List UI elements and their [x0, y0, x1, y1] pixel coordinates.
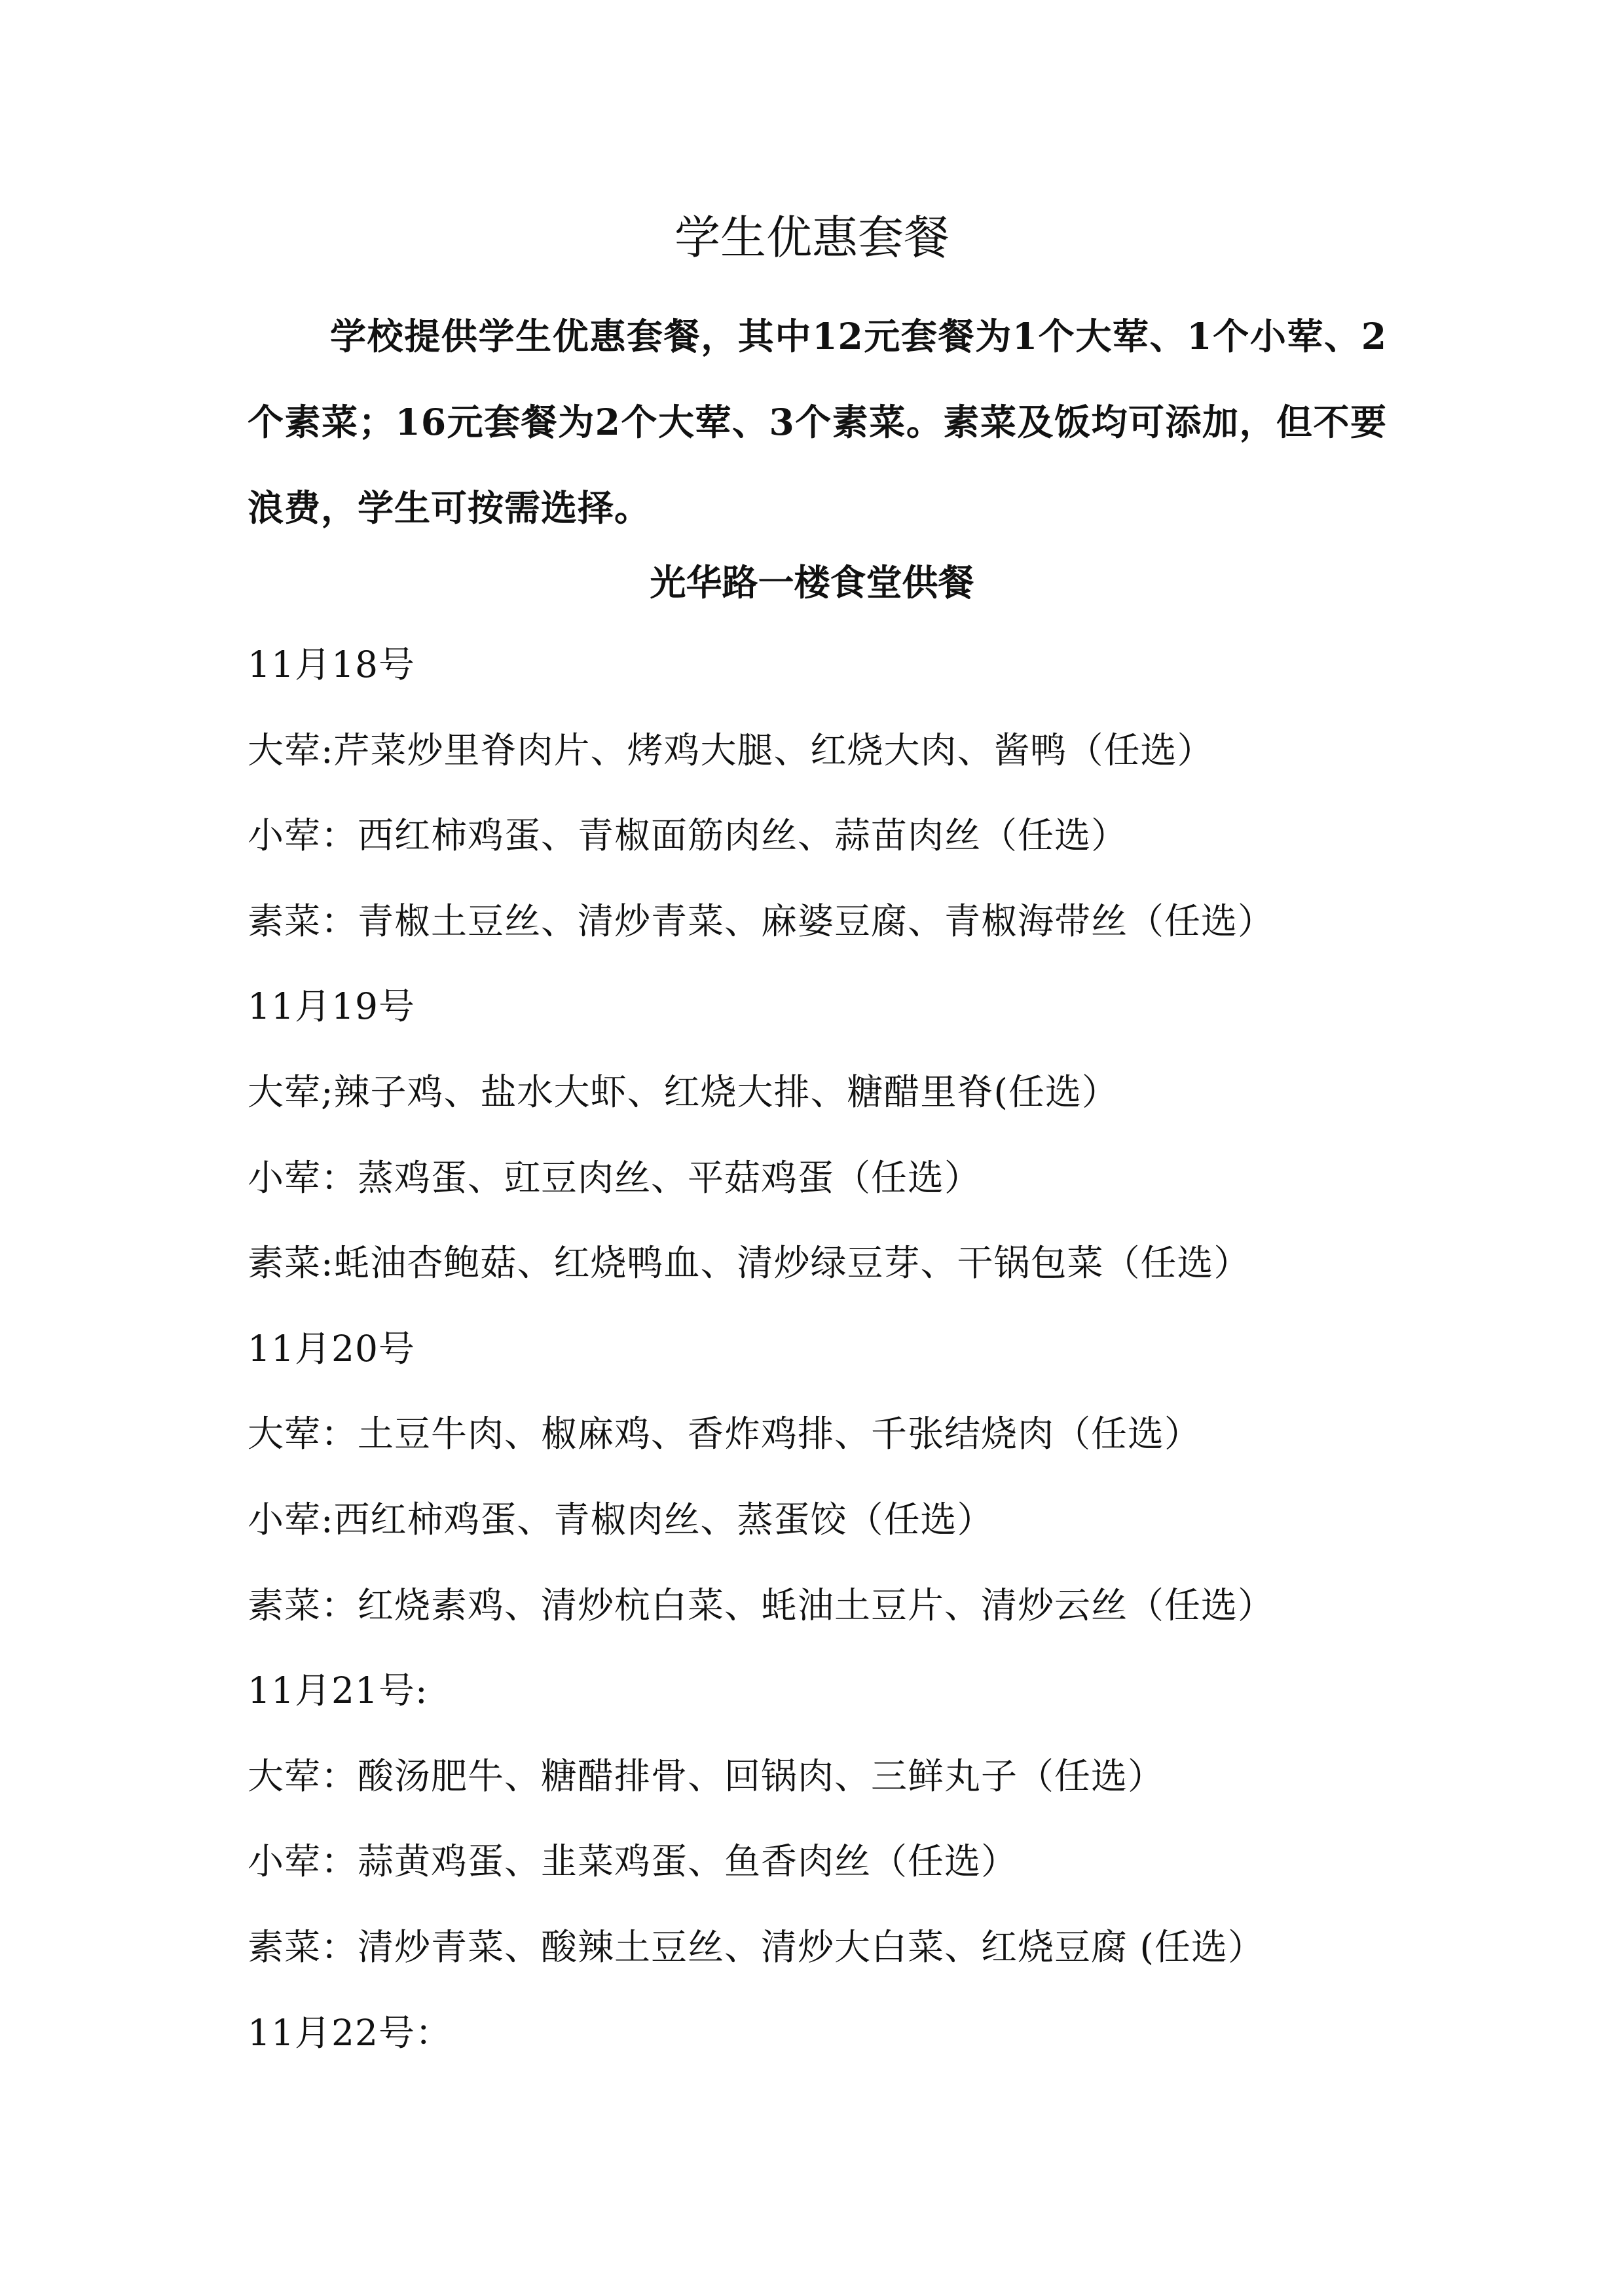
menu-line-big-meat: 大荤;辣子鸡、盐水大虾、红烧大排、糖醋里脊(任选） [248, 1070, 1118, 1113]
date-heading: 11月19号 [248, 985, 415, 1028]
menu-line-vegetable: 素菜：清炒青菜、酸辣土豆丝、清炒大白菜、红烧豆腐 (任选） [248, 1925, 1264, 1968]
date-heading: 11月18号 [248, 644, 415, 685]
menu-line-small-meat: 小荤：蒸鸡蛋、豇豆肉丝、平菇鸡蛋（任选） [248, 1156, 982, 1199]
date-heading: 11月22号： [248, 2011, 452, 2054]
menu-line-small-meat: 小荤:西红柿鸡蛋、青椒肉丝、蒸蛋饺（任选） [248, 1498, 994, 1540]
menu-line-small-meat: 小荤：西红柿鸡蛋、青椒面筋肉丝、蒜苗肉丝（任选） [248, 814, 1128, 857]
date-heading: 11月21号: [248, 1669, 428, 1712]
menu-line-big-meat: 大荤：土豆牛肉、椒麻鸡、香炸鸡排、千张结烧肉（任选） [248, 1413, 1202, 1455]
menu-line-big-meat: 大荤：酸汤肥牛、糖醋排骨、回锅肉、三鲜丸子（任选） [248, 1755, 1165, 1797]
menu-list [248, 638, 1452, 2092]
menu-line-vegetable: 素菜:蚝油杏鲍菇、红烧鸭血、清炒绿豆芽、干锅包菜（任选） [248, 1242, 1251, 1285]
canteen-subtitle: 光华路一楼食堂供餐 [650, 561, 974, 604]
menu-line-big-meat: 大荤:芹菜炒里脊肉片、烤鸡大腿、红烧大肉、酱鸭（任选） [248, 729, 1214, 771]
menu-line-small-meat: 小荤：蒜黄鸡蛋、韭菜鸡蛋、鱼香肉丝（任选） [248, 1840, 1018, 1883]
menu-line-vegetable: 素菜：红烧素鸡、清炒杭白菜、蚝油土豆片、清炒云丝（任选） [248, 1584, 1275, 1626]
menu-line-vegetable: 素菜：青椒土豆丝、清炒青菜、麻婆豆腐、青椒海带丝（任选） [248, 900, 1275, 942]
document-title: 学生优惠套餐 [674, 211, 950, 264]
date-heading: 11月20号 [248, 1327, 415, 1370]
intro-paragraph: 学校提供学生优惠套餐，其中12元套餐为1个大荤、1个小荤、2个素菜；16元套餐为2个大荤、3个素菜。素菜及饭均可添加，但不要浪费，学生可按需选择。 [248, 315, 1387, 529]
